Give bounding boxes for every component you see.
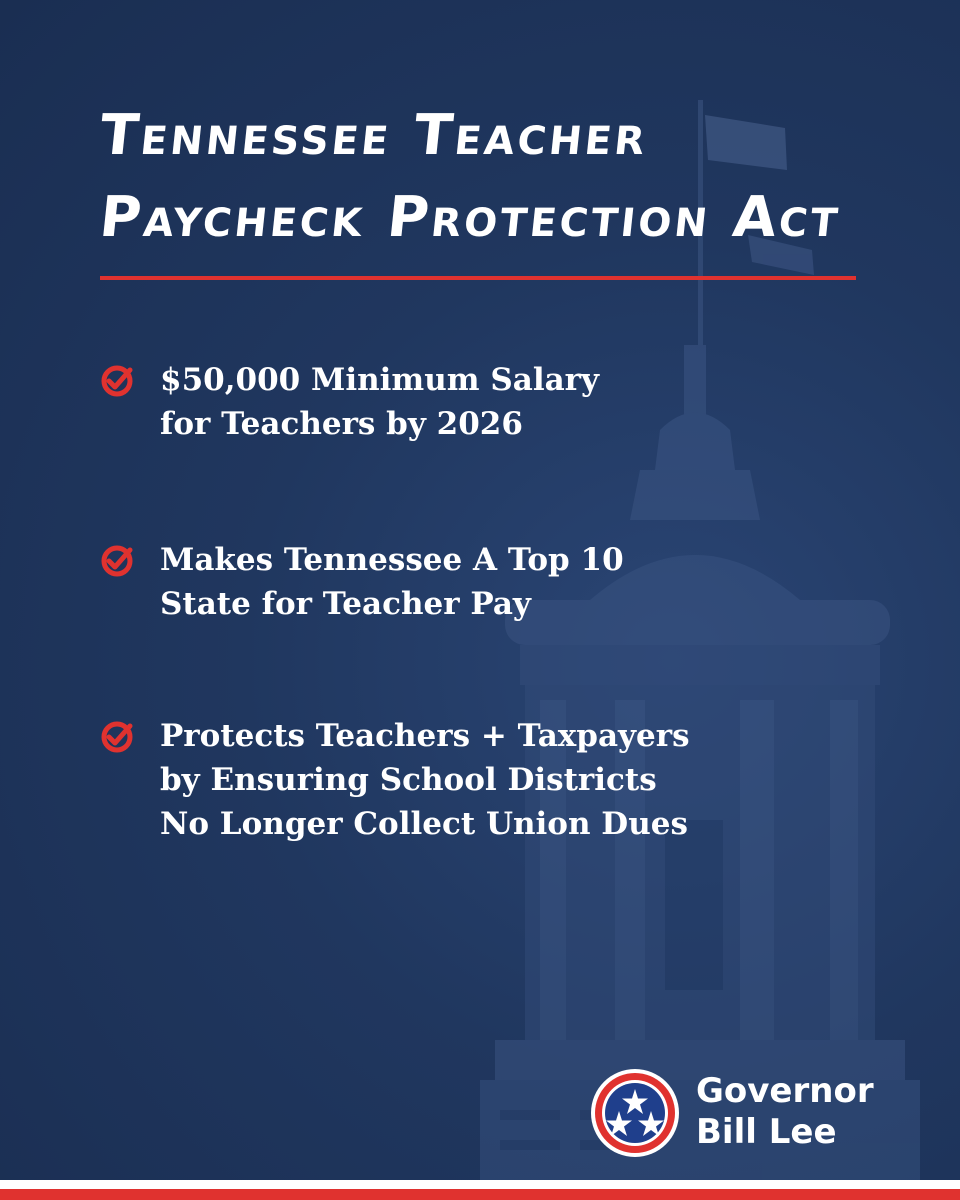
check-circle-icon bbox=[100, 364, 134, 398]
logo-text-governor: Governor bbox=[696, 1071, 874, 1111]
list-item-line: State for Teacher Pay bbox=[160, 586, 531, 622]
list-item-line: $50,000 Minimum Salary bbox=[160, 362, 600, 398]
title-divider bbox=[100, 276, 856, 280]
list-item-line: by Ensuring School Districts bbox=[160, 762, 657, 798]
tennessee-tri-star-icon bbox=[590, 1068, 680, 1158]
list-item-text bbox=[160, 538, 624, 626]
list-item-line: for Teachers by 2026 bbox=[160, 406, 523, 442]
list-item-line: Protects Teachers + Taxpayers bbox=[160, 718, 690, 754]
check-circle-icon bbox=[100, 544, 134, 578]
title-line-2: Paycheck Protection Act bbox=[96, 185, 845, 250]
list-item-text bbox=[160, 714, 690, 846]
title-line-1: Tennessee Teacher bbox=[96, 103, 652, 168]
bottom-stripe-red bbox=[0, 1189, 960, 1200]
logo-text-name: Bill Lee bbox=[696, 1112, 837, 1152]
list-item-line: Makes Tennessee A Top 10 bbox=[160, 542, 624, 578]
bottom-stripe-white bbox=[0, 1180, 960, 1189]
list-item-text bbox=[160, 358, 599, 446]
check-circle-icon bbox=[100, 720, 134, 754]
list-item-line: No Longer Collect Union Dues bbox=[160, 806, 688, 842]
